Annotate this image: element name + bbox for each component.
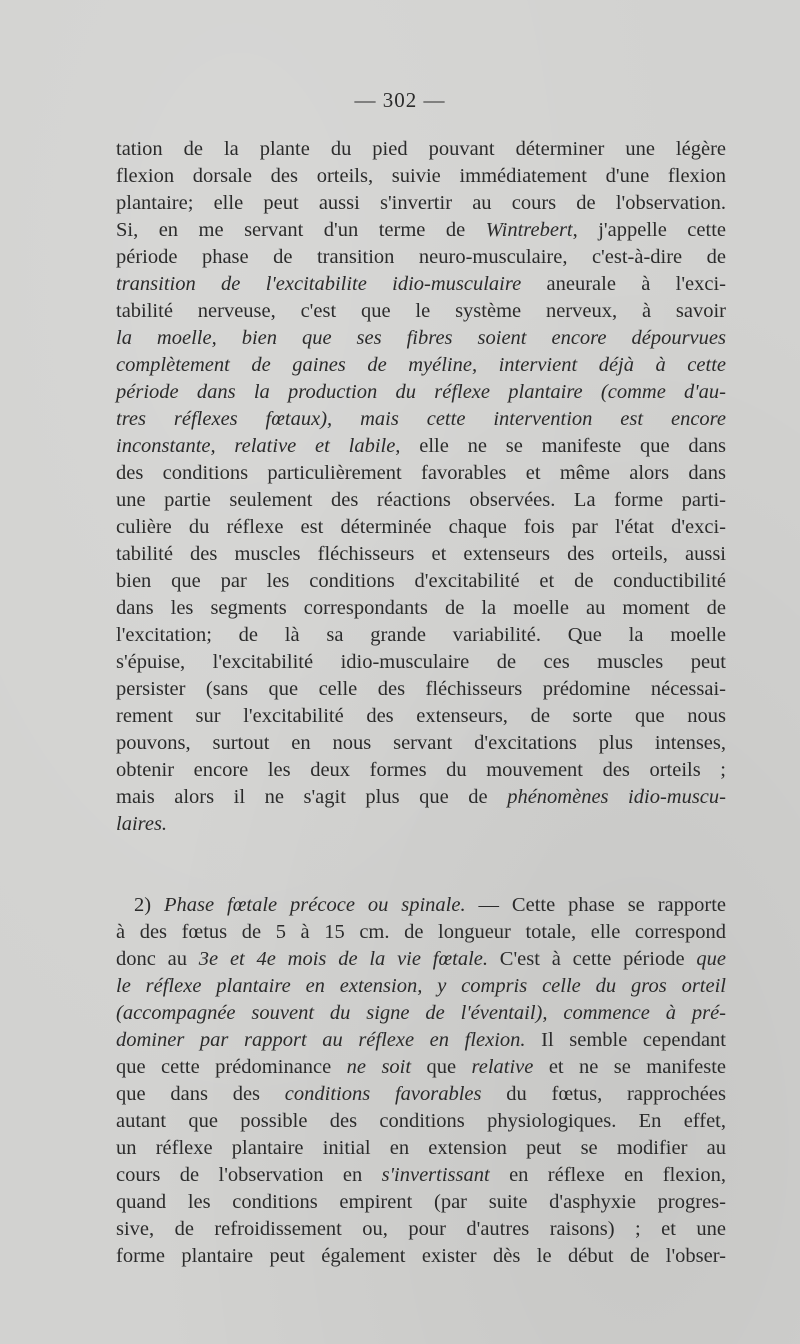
- author-name-wintrebert: Wintrebert: [485, 219, 573, 241]
- text-segment: C'est à cette période: [488, 948, 697, 970]
- text-segment: , j'appelle cette: [572, 219, 726, 241]
- text-line: dans les segments correspondants de la moelle au moment de: [116, 597, 726, 619]
- paragraph-gap: [116, 838, 726, 892]
- text-segment: que dans des: [116, 1083, 285, 1105]
- text-segment: elle ne se manifeste que dans: [400, 435, 726, 457]
- italic-segment: relative: [471, 1056, 534, 1078]
- text-line: autant que possible des conditions physiologiques. En effet,: [116, 1110, 726, 1132]
- text-line: tabilité des muscles fléchisseurs et extenseurs des orteils, aussi: [116, 543, 726, 565]
- text-segment: que cette prédominance: [116, 1056, 347, 1078]
- text-line: bien que par les conditions d'excitabilité et de conductibilité: [116, 570, 726, 592]
- text-line: [116, 1081, 726, 1108]
- italic-segment: inconstante, relative et labile,: [116, 435, 401, 457]
- section-heading: Phase fœtale précoce ou spinale.: [164, 894, 466, 916]
- text-segment: en réflexe en flexion,: [489, 1164, 726, 1186]
- text-line: l'excitation; de là sa grande variabilité. Que la moelle: [116, 624, 726, 646]
- text-line: plantaire; elle peut aussi s'invertir au cours de l'observation.: [116, 192, 726, 214]
- text-line: quand les conditions empirent (par suite d'asphyxie progres-: [116, 1191, 726, 1213]
- italic-line: tres réflexes fœtaux), mais cette intervention est encore: [116, 408, 726, 430]
- text-line: [116, 784, 726, 811]
- text-line: pouvons, surtout en nous servant d'excitations plus intenses,: [116, 732, 726, 754]
- text-segment: cours de l'observation en: [116, 1164, 382, 1186]
- italic-line: laires.: [116, 813, 168, 835]
- text-line: un réflexe plantaire initial en extension peut se modifier au: [116, 1137, 726, 1159]
- text-segment: aneurale à l'exci-: [521, 273, 726, 295]
- text-line: [116, 1162, 726, 1189]
- text-line: tation de la plante du pied pouvant déterminer une légère: [116, 138, 726, 160]
- text-line: s'épuise, l'excitabilité idio-musculaire de ces muscles peut: [116, 651, 726, 673]
- text-line: [116, 1027, 726, 1054]
- text-line: culière du réflexe est déterminée chaque fois par l'état d'exci-: [116, 516, 726, 538]
- text-segment: mais alors il ne s'agit plus que de: [116, 786, 508, 808]
- text-line: des conditions particulièrement favorables et même alors dans: [116, 462, 726, 484]
- italic-segment: que: [696, 948, 726, 970]
- text-line: une partie seulement des réactions observées. La forme parti-: [116, 489, 726, 511]
- text-line: [116, 946, 726, 973]
- italic-line: la moelle, bien que ses fibres soient encore dépourvues: [116, 327, 726, 349]
- text-line: [116, 433, 726, 460]
- page-number: — 302 —: [354, 88, 446, 112]
- text-line: persister (sans que celle des fléchisseurs prédomine nécessai-: [116, 678, 726, 700]
- italic-segment: transition de l'excitabilite idio-musculaire: [116, 273, 522, 295]
- text-line: obtenir encore les deux formes du mouvement des orteils ;: [116, 759, 726, 781]
- text-segment: Il semble cependant: [525, 1029, 726, 1051]
- body-text: [116, 136, 726, 1270]
- text-segment: du fœtus, rapprochées: [481, 1083, 726, 1105]
- text-line: à des fœtus de 5 à 15 cm. de longueur totale, elle correspond: [116, 921, 726, 943]
- italic-segment: s'invertissant: [381, 1164, 490, 1186]
- text-line: tabilité nerveuse, c'est que le système nerveux, à savoir: [116, 300, 726, 322]
- text-line: flexion dorsale des orteils, suivie immédiatement d'une flexion: [116, 165, 726, 187]
- text-line: [116, 271, 726, 298]
- text-line: sive, de refroidissement ou, pour d'autres raisons) ; et une: [116, 1218, 726, 1240]
- italic-segment: ne soit: [346, 1056, 412, 1078]
- text-line: [116, 892, 726, 919]
- text-segment: donc au: [116, 948, 199, 970]
- text-segment: et ne se manifeste: [533, 1056, 726, 1078]
- text-line: période phase de transition neuro-musculaire, c'est-à-dire de: [116, 246, 726, 268]
- italic-segment: dominer par rapport au réflexe en flexion.: [116, 1029, 526, 1051]
- text-segment: Si, en me servant d'un terme de: [116, 219, 486, 241]
- italic-line: le réflexe plantaire en extension, y compris celle du gros orteil: [116, 975, 726, 997]
- text-segment: — Cette phase se rapporte: [465, 894, 726, 916]
- text-line: forme plantaire peut également exister dès le début de l'obser-: [116, 1245, 726, 1267]
- text-line: rement sur l'excitabilité des extenseurs, de sorte que nous: [116, 705, 726, 727]
- text-line: [116, 1054, 726, 1081]
- section-number: 2): [134, 894, 164, 916]
- text-segment: que: [411, 1056, 472, 1078]
- italic-line: (accompagnée souvent du signe de l'éventail), commence à pré-: [116, 1002, 726, 1024]
- italic-line: complètement de gaines de myéline, intervient déjà à cette: [116, 354, 726, 376]
- italic-segment: 3e et 4e mois de la vie fœtale.: [198, 948, 489, 970]
- italic-segment: phénomènes idio-muscu-: [507, 786, 726, 808]
- italic-segment: conditions favorables: [284, 1083, 482, 1105]
- italic-line: période dans la production du réflexe plantaire (comme d'au-: [116, 381, 726, 403]
- text-line: [116, 217, 726, 244]
